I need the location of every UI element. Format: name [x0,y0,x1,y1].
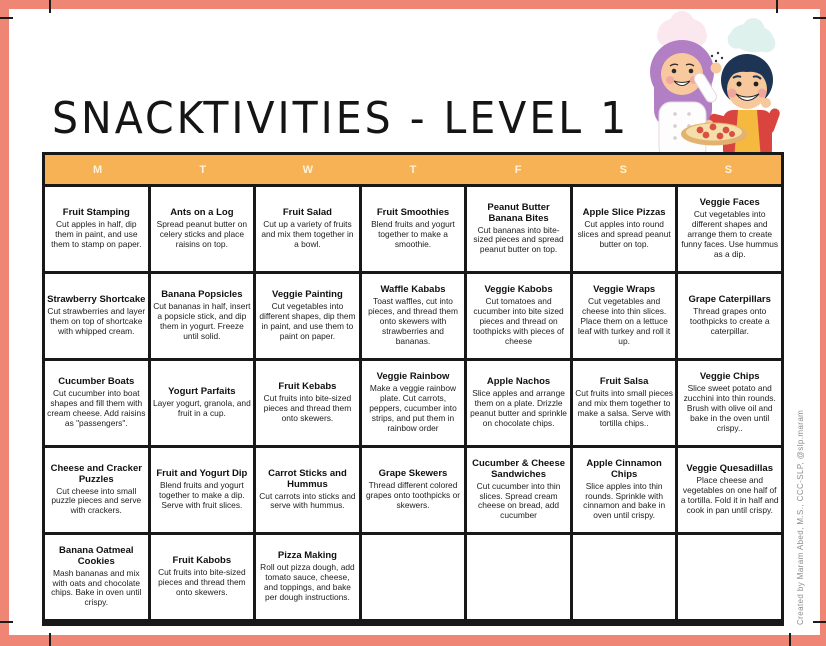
page-edge-right [820,0,826,646]
activity-cell [362,274,465,358]
activity-title: Banana Oatmeal Cookies [59,544,134,567]
day-letter: T [409,163,417,176]
activity-cell [45,361,148,445]
activity-cell [151,535,254,619]
activity-title: Veggie Chips [699,371,760,383]
activity-description: Blend fruits and yogurt together to make a dip. Serve with fruit slices. [159,480,245,510]
activity-cell [256,361,359,445]
activity-cell [362,448,465,532]
activity-cell [362,535,465,619]
activity-title: Banana Popsicles [161,289,243,301]
activity-description: Layer yogurt, granola, and fruit in a cup. [152,398,251,418]
activity-title: Yogurt Parfaits [168,386,236,398]
page-title: SNACKTIVITIES - LEVEL 1 [52,92,630,144]
activity-cell [151,274,254,358]
activity-cell [678,448,781,532]
activity-title: Cucumber & Cheese Sandwiches [472,457,566,480]
day-header-row [42,152,784,184]
activity-description: Cut cucumber into thin slices. Spread cream cheese on bread, add cucumber [476,480,561,521]
activity-description: Thread different colored grapes onto toothpicks or skewers. [365,480,461,510]
activity-title: Apple Cinnamon Chips [586,457,662,480]
activity-description: Thread grapes onto toothpicks to create a caterpillar. [689,306,770,336]
activity-title: Cheese and Cracker Puzzles [50,462,142,485]
snacktivities-calendar [42,152,784,626]
activity-cell [45,448,148,532]
activity-description: Place cheese and vegetables on one half of a tortilla. Fold it in half and cook in pan until crispy. [680,475,779,515]
activity-cell [45,274,148,358]
activity-title: Fruit and Yogurt Dip [156,468,248,480]
credit-text: Created by Maram Abed, M.S., CCC-SLP, @slp.maram [796,409,805,625]
activity-title: Grape Skewers [378,468,448,480]
activity-cell [678,535,781,619]
activity-description: Blend fruits and yogurt together to make a smoothie. [371,219,455,249]
activity-cell [467,274,570,358]
activity-cell [467,361,570,445]
activity-title: Fruit Kabobs [172,555,232,567]
day-letter: F [514,163,522,176]
activity-description: Cut vegetables into different shapes, dip them in paint, and use them to paint on paper. [259,301,356,341]
activity-title: Peanut Butter Banana Bites [487,201,550,224]
activity-cell [678,274,781,358]
day-letter: M [92,163,103,176]
activity-cell [467,535,570,619]
day-letter: T [199,163,207,176]
activity-title: Fruit Salsa [599,376,649,388]
activity-title: Veggie Faces [699,197,760,209]
activity-description: Roll out pizza dough, add tomato sauce, cheese, and toppings, and bake per dough instructions. [260,562,355,602]
activity-title: Cucumber Boats [58,376,135,388]
activity-description: Cut cucumber into boat shapes and fill them with cream cheese. Add raisins as "passengers". [47,388,146,428]
activity-cell [573,535,676,619]
activity-description: Cut tomatoes and cucumber into bite sized pieces and thread on toothpicks with pieces of cheese [473,296,564,346]
activity-title: Veggie Rainbow [376,371,450,383]
activity-title: Carrot Sticks and Hummus [268,467,347,490]
activity-cell [678,361,781,445]
chefs-illustration [630,8,802,160]
activity-cell [573,187,676,271]
activity-cell [256,535,359,619]
activity-description: Cut fruits into small pieces and mix them together to make a salsa. Serve with tortilla chips.. [575,388,673,428]
activity-title: Grape Caterpillars [688,294,771,306]
activity-cell [362,361,465,445]
activity-description: Toast waffles, cut into pieces, and thread them onto skewers with strawberries and bananas. [368,296,458,346]
activity-cell [362,187,465,271]
activity-cell [573,448,676,532]
activity-description: Cut cheese into small puzzle pieces and serve with crackers. [51,485,142,516]
crop-mark [49,633,51,646]
activity-cell [256,274,359,358]
activity-cell [151,448,254,532]
activity-cell [151,361,254,445]
crop-mark [0,621,13,623]
day-letter: S [619,163,627,176]
activity-cell [256,448,359,532]
activity-cell [45,535,148,619]
pizza-graphic [681,123,747,146]
activity-description: Cut strawberries and layer them on top of shortcake with whipped cream. [47,306,146,336]
activity-description: Cut carrots into sticks and serve with hummus. [259,490,356,511]
activity-title: Veggie Painting [272,289,343,301]
activity-description: Cut bananas into bite-sized pieces and spread peanut butter on top. [473,224,564,255]
activity-cell [151,187,254,271]
activity-description: Slice sweet potato and zucchini into thin rounds. Brush with olive oil and bake in the oven until crispy.. [683,383,776,433]
page-edge-left [0,0,9,646]
activity-cell [467,448,570,532]
activity-description: Spread peanut butter on celery sticks and place raisins on top. [156,219,248,249]
activity-title: Fruit Kebabs [278,381,337,393]
activity-title: Fruit Stamping [62,207,130,219]
activity-description: Cut vegetables and cheese into thin slices. Place them on a lettuce leaf with turkey and roll it up. [578,296,671,346]
activity-title: Veggie Quesadillas [686,463,773,475]
activity-title: Waffle Kababs [380,284,446,296]
activity-description: Slice apples into thin rounds. Sprinkle with cinnamon and bake in oven until crispy. [583,480,666,521]
activity-cell [573,361,676,445]
activity-cell [256,187,359,271]
kid-chefs-pizza-graphic [630,8,802,160]
activity-title: Ants on a Log [170,207,234,219]
activity-description: Cut apples into round slices and spread peanut butter on top. [577,219,671,249]
activity-description: Cut up a variety of fruits and mix them together in a bowl. [261,219,354,249]
crop-mark [813,621,826,623]
activity-title: Pizza Making [277,550,337,562]
activity-title: Veggie Kabobs [484,284,553,296]
activity-title: Apple Slice Pizzas [582,207,666,219]
activity-description: Make a veggie rainbow plate. Cut carrots, peppers, cucumber into strips, and put them in rainbow order [369,383,457,433]
activity-cell [678,187,781,271]
activity-description: Cut vegetables into different shapes and arrange them to create funny faces. Use hummus as a dip. [681,209,779,259]
activity-title: Veggie Wraps [593,284,656,296]
crop-mark [0,17,13,19]
activity-title: Fruit Smoothies [376,207,450,219]
activity-description: Cut bananas in half, insert a popsicle stick, and dip them in yogurt. Freeze until solid. [153,301,251,341]
crop-mark [813,17,826,19]
crop-mark [49,0,51,13]
activity-cell [573,274,676,358]
day-letter: W [302,163,314,176]
activity-grid [42,184,784,626]
page-edge-bottom [0,635,826,646]
activity-title: Apple Nachos [486,376,551,388]
day-letter: S [724,163,733,176]
activity-description: Cut fruits into bite-sized pieces and thread them onto skewers. [158,567,246,597]
crop-mark [789,633,791,646]
activity-cell [45,187,148,271]
activity-description: Cut fruits into bite-sized pieces and thread them onto skewers. [263,393,352,423]
activity-description: Mash bananas and mix with oats and chocolate chips. Bake in oven until crispy. [51,567,142,608]
activity-cell [467,187,570,271]
activity-title: Strawberry Shortcake [47,294,146,306]
activity-description: Cut apples in half, dip them in paint, and use them to stamp on paper. [51,219,142,249]
activity-description: Slice apples and arrange them on a plate. Drizzle peanut butter and sprinkle on chocolate chips. [470,388,567,428]
activity-title: Fruit Salad [282,207,332,219]
